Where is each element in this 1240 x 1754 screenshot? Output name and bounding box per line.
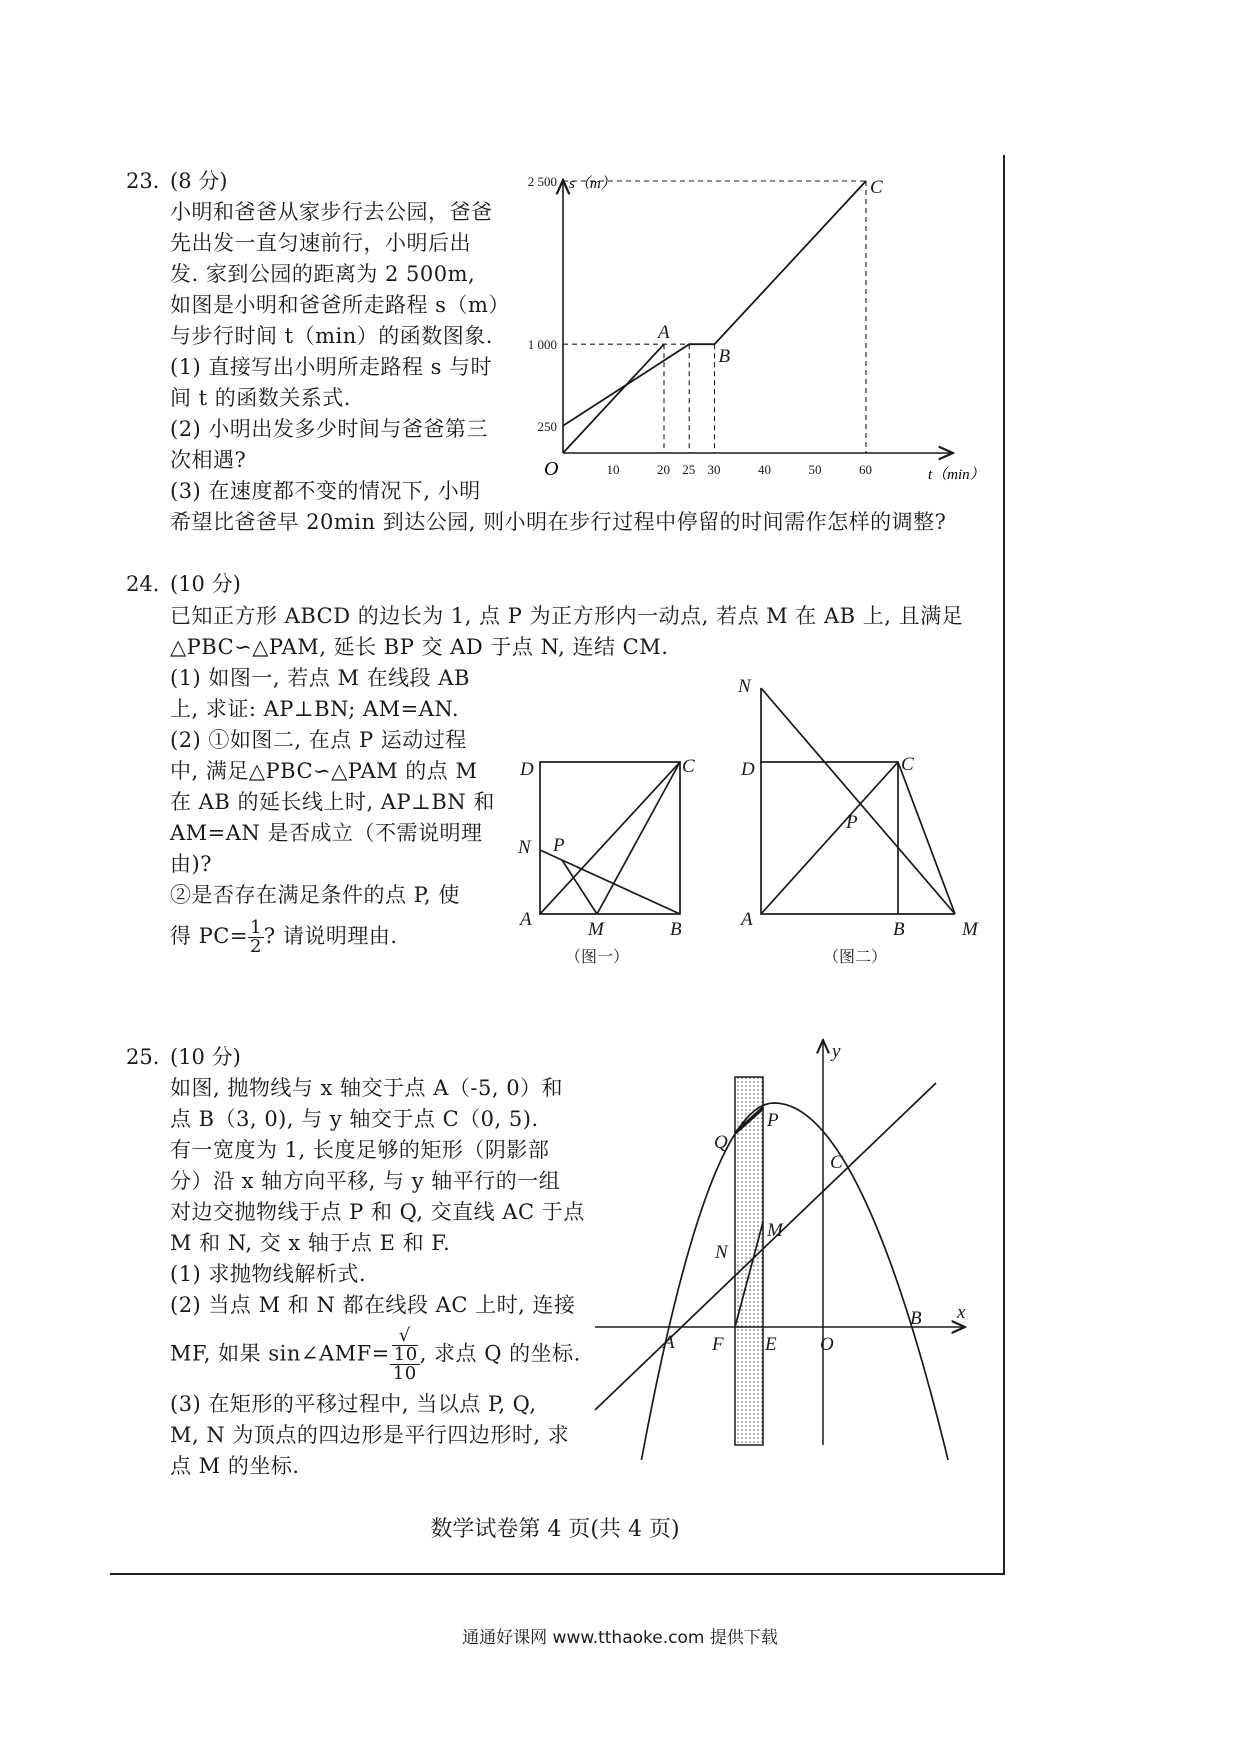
y-axis-label: s（m） [569, 176, 616, 192]
q23-line: 间 t 的函数关系式. [170, 386, 351, 410]
label-F: F [712, 1334, 724, 1355]
q23-line: (1) 直接写出小明所走路程 s 与时 [170, 355, 493, 379]
shaded-rectangle [735, 1077, 763, 1445]
y-tick-label: 1 000 [527, 337, 557, 353]
label-D: D [520, 759, 534, 780]
q23-line: (3) 在速度都不变的情况下, 小明 [170, 479, 481, 503]
label-M: M [962, 919, 978, 940]
q24-last-line [170, 919, 510, 956]
fraction-one-half [248, 919, 264, 956]
label-E: E [765, 1334, 777, 1355]
fraction-sqrt10-over-10: √ 10 10 [390, 1327, 420, 1383]
q25-line: 点 B（3, 0), 与 y 轴交于点 C（0, 5). [170, 1107, 539, 1131]
q25-line: (1) 求抛物线解析式. [170, 1262, 367, 1286]
label-Q: Q [714, 1132, 728, 1153]
origin-label: O [544, 458, 559, 480]
label-N: N [518, 837, 531, 858]
q25-line: (2) 当点 M 和 N 都在线段 AC 上时, 连接 [170, 1293, 576, 1317]
x-tick-label: 40 [758, 462, 771, 477]
q25-text [170, 1073, 590, 1482]
x-tick-label: 20 [657, 462, 670, 477]
label-N: N [738, 676, 751, 697]
label-x: x [957, 1302, 966, 1323]
q25-mf-line [170, 1327, 590, 1383]
frac-numerator: 1 [249, 917, 262, 938]
label-A: A [663, 1332, 675, 1353]
q24-intro-line: △PBC∽△PAM, 延长 BP 交 AD 于点 N, 连结 CM. [170, 635, 669, 659]
q25-number: 25. [126, 1045, 160, 1069]
q24-last-pre: 得 PC= [170, 924, 248, 948]
page-frame-bottom [110, 1573, 1005, 1575]
watermark-text: 通通好课网 www.tthaoke.com 提供下载 [462, 1628, 778, 1648]
label-D: D [741, 759, 755, 780]
label-M: M [767, 1220, 783, 1241]
y-tick-label: 2 500 [527, 174, 557, 189]
q24-figure-2 [725, 665, 995, 970]
q25-line: 有一宽度为 1, 长度足够的矩形（阴影部 [170, 1138, 550, 1162]
q24-number: 24. [126, 572, 160, 596]
x-tick-label: 60 [859, 462, 872, 477]
label-B: B [910, 1308, 922, 1329]
label-P: P [767, 1110, 779, 1131]
q23-graph [520, 165, 990, 495]
q25-score: (10 分) [170, 1045, 241, 1069]
label-A: A [741, 909, 753, 930]
q25-line: 如图, 抛物线与 x 轴交于点 A（-5, 0）和 [170, 1076, 564, 1100]
label-O: O [820, 1334, 834, 1355]
point-label-A: A [658, 322, 670, 344]
q25-line: 对边交抛物线于点 P 和 Q, 交直线 AC 于点 [170, 1200, 585, 1224]
q24-line: 在 AB 的延长线上时, AP⊥BN 和 [170, 790, 495, 814]
q25-line: (3) 在矩形的平移过程中, 当以点 P, Q, [170, 1392, 537, 1416]
q24-figure-1 [515, 750, 715, 970]
x-tick-label: 25 [682, 462, 696, 477]
q25-line: M 和 N, 交 x 轴于点 E 和 F. [170, 1231, 451, 1255]
q23-number: 23. [126, 169, 160, 193]
x-tick-label: 30 [707, 462, 721, 477]
label-C: C [682, 756, 695, 777]
q24-line: 上, 求证: AP⊥BN; AM=AN. [170, 697, 460, 721]
q24-line: AM=AN 是否成立（不需说明理 [170, 821, 483, 845]
series-line [563, 344, 664, 453]
label-P: P [553, 835, 565, 856]
label-N: N [715, 1242, 728, 1263]
q23-line: (2) 小明出发多少时间与爸爸第三 [170, 417, 488, 441]
q23-line: 先出发一直匀速前行，小明后出 [170, 231, 471, 255]
x-axis-label: t（min） [928, 467, 985, 483]
point-label-C: C [870, 177, 883, 198]
frac-numerator: 10 [393, 1344, 418, 1365]
q24-intro [170, 601, 1000, 663]
q24-line: (1) 如图一, 若点 M 在线段 AB [170, 666, 470, 690]
q24-line: 由)? [170, 852, 212, 876]
frac-denominator: 2 [249, 936, 262, 957]
label-M: M [588, 919, 604, 940]
q23-line: 如图是小明和爸爸所走路程 s（m） [170, 293, 510, 317]
x-tick-label: 50 [808, 462, 822, 477]
q24-last-post: ? 请说明理由. [263, 924, 398, 948]
series-line [563, 181, 866, 426]
q23-line: 小明和爸爸从家步行去公园，爸爸 [170, 200, 493, 224]
point-label-B: B [718, 346, 731, 368]
q25-line: 点 M 的坐标. [170, 1454, 300, 1478]
q24-text [170, 663, 510, 956]
q24-line: ②是否存在满足条件的点 P, 使 [170, 883, 460, 907]
q23-line: 希望比爸爸早 20min 到达公园, 则小明在步行过程中停留的时间需作怎样的调整? [170, 510, 947, 534]
q24-line: 中, 满足△PBC∽△PAM 的点 M [170, 759, 478, 783]
q25-figure [590, 1030, 990, 1460]
q25-mf-post: , 求点 Q 的坐标. [419, 1341, 581, 1366]
label-A: A [520, 909, 532, 930]
q23-score: (8 分) [170, 169, 228, 193]
q25-mf-pre: MF, 如果 sin∠AMF= [170, 1341, 390, 1366]
y-tick-label: 250 [537, 418, 557, 434]
q25-line: M, N 为顶点的四边形是平行四边形时, 求 [170, 1423, 570, 1447]
q24-score: (10 分) [170, 572, 241, 596]
figure-2-caption: （图二） [823, 949, 888, 966]
parabola [630, 1103, 958, 1460]
q24-line: (2) ①如图二, 在点 P 运动过程 [170, 728, 467, 752]
q23-line: 与步行时间 t（min）的函数图象. [170, 324, 493, 348]
label-B: B [893, 919, 905, 940]
label-P: P [846, 812, 858, 833]
label-C: C [830, 1152, 843, 1173]
q25-line: 分）沿 x 轴方向平移, 与 y 轴平行的一组 [170, 1169, 561, 1193]
q23-line: 发. 家到公园的距离为 2 500m, [170, 262, 476, 286]
x-tick-label: 10 [606, 462, 620, 477]
figure-1-caption: （图一） [565, 949, 630, 966]
frac-denominator: 10 [392, 1363, 417, 1384]
q24-intro-line: 已知正方形 ABCD 的边长为 1, 点 P 为正方形内一动点, 若点 M 在 AB 上, 且满足 [170, 604, 964, 628]
q23-line: 次相遇? [170, 448, 247, 472]
label-y: y [832, 1041, 841, 1062]
page-number: 数学试卷第 4 页(共 4 页) [430, 1517, 680, 1542]
label-C: C [901, 754, 914, 775]
label-B: B [670, 919, 682, 940]
